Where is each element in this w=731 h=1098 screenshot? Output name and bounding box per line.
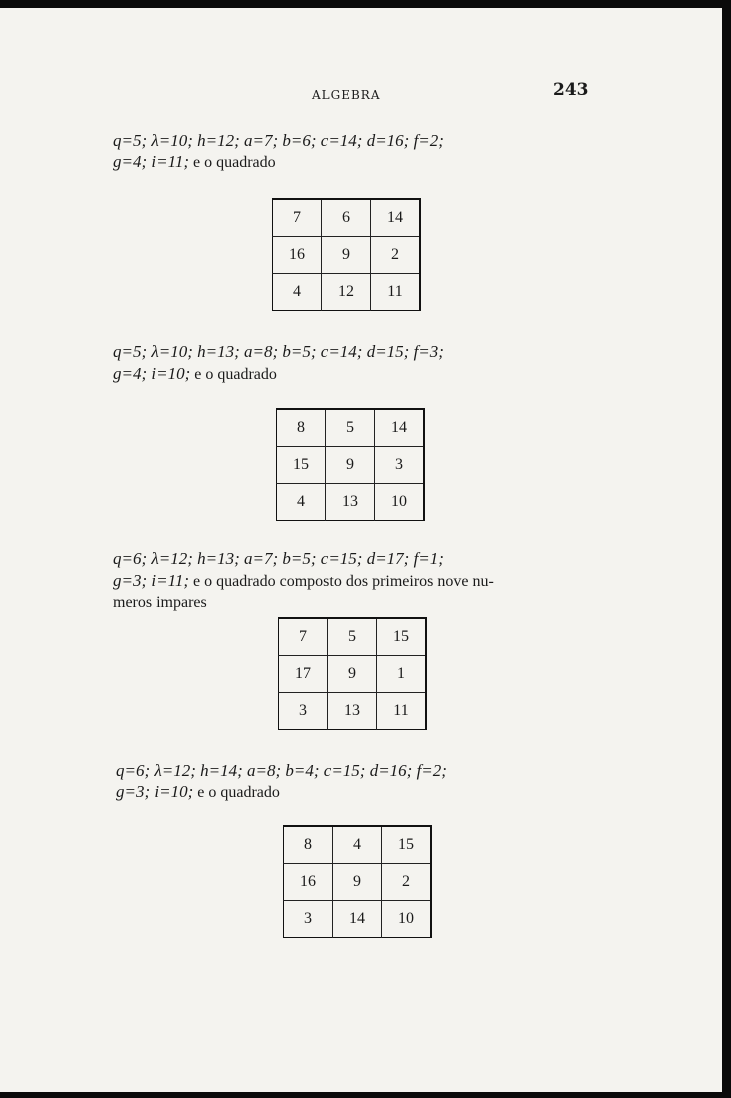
magic-square: [272, 198, 421, 311]
equation-line: [113, 365, 277, 384]
square-cell: 7: [279, 618, 328, 656]
equation-line: q=6; λ=12; h=14; a=8; b=4; c=15; d=16; f=2;: [116, 761, 447, 780]
square-cell: 7: [273, 199, 322, 237]
square-cell: 13: [326, 484, 375, 521]
square-cell: 14: [371, 199, 421, 237]
page-number: 243: [553, 80, 589, 100]
square-cell: 1: [377, 656, 427, 693]
prose-fragment: e o quadrado: [188, 154, 276, 171]
equation-line: q=5; λ=10; h=12; a=7; b=6; c=14; d=16; f=2;: [113, 131, 444, 150]
equation-fragment: g=4; i=10;: [113, 364, 191, 383]
square-cell: 13: [328, 693, 377, 730]
square-cell: 9: [326, 447, 375, 484]
square-cell: 14: [375, 409, 425, 447]
square-cell: 9: [328, 656, 377, 693]
prose-fragment: e o quadrado composto dos primeiros nove nu-: [188, 573, 494, 590]
running-header: ALGEBRA: [312, 88, 381, 102]
square-cell: 17: [279, 656, 328, 693]
square-cell: 8: [284, 826, 333, 864]
square-cell: 4: [273, 274, 322, 311]
square-cell: 3: [279, 693, 328, 730]
square-cell: 2: [371, 237, 421, 274]
square-cell: 10: [398, 910, 414, 927]
square-cell: 4: [277, 484, 326, 521]
square-cell: 12: [322, 274, 371, 311]
square-cell: 15: [277, 447, 326, 484]
square-cell: 8: [277, 409, 326, 447]
magic-square: [276, 408, 425, 521]
square-cell: 9: [333, 864, 382, 901]
equation-fragment: g=3; i=10;: [116, 782, 194, 801]
square-cell: 14: [333, 901, 382, 938]
equation-line: [113, 572, 494, 591]
square-cell: 2: [382, 864, 432, 901]
square-cell: 5: [328, 618, 377, 656]
equation-line: [113, 153, 276, 172]
equation-line: meros impares: [113, 594, 207, 611]
equation-fragment: g=4; i=11;: [113, 152, 189, 171]
square-cell: 6: [322, 199, 371, 237]
equation-line: [116, 783, 280, 802]
square-cell: 16: [284, 864, 333, 901]
square-cell: 11: [387, 283, 403, 300]
square-cell: 9: [322, 237, 371, 274]
magic-square: [283, 825, 432, 938]
equation-fragment: g=3; i=11;: [113, 571, 189, 590]
square-cell: 15: [382, 826, 432, 864]
square-cell: 4: [333, 826, 382, 864]
equation-line: q=6; λ=12; h=13; a=7; b=5; c=15; d=17; f=1;: [113, 549, 444, 568]
square-cell: 3: [284, 901, 333, 938]
square-cell: 15: [377, 618, 427, 656]
square-cell: 16: [273, 237, 322, 274]
prose-fragment: e o quadrado: [193, 784, 280, 801]
square-cell: 11: [393, 702, 409, 719]
square-cell: 5: [326, 409, 375, 447]
square-cell: 3: [375, 447, 425, 484]
magic-square: [278, 617, 427, 730]
equation-line: q=5; λ=10; h=13; a=8; b=5; c=14; d=15; f=3;: [113, 342, 444, 361]
prose-fragment: e o quadrado: [190, 366, 277, 383]
square-cell: 10: [391, 493, 407, 510]
